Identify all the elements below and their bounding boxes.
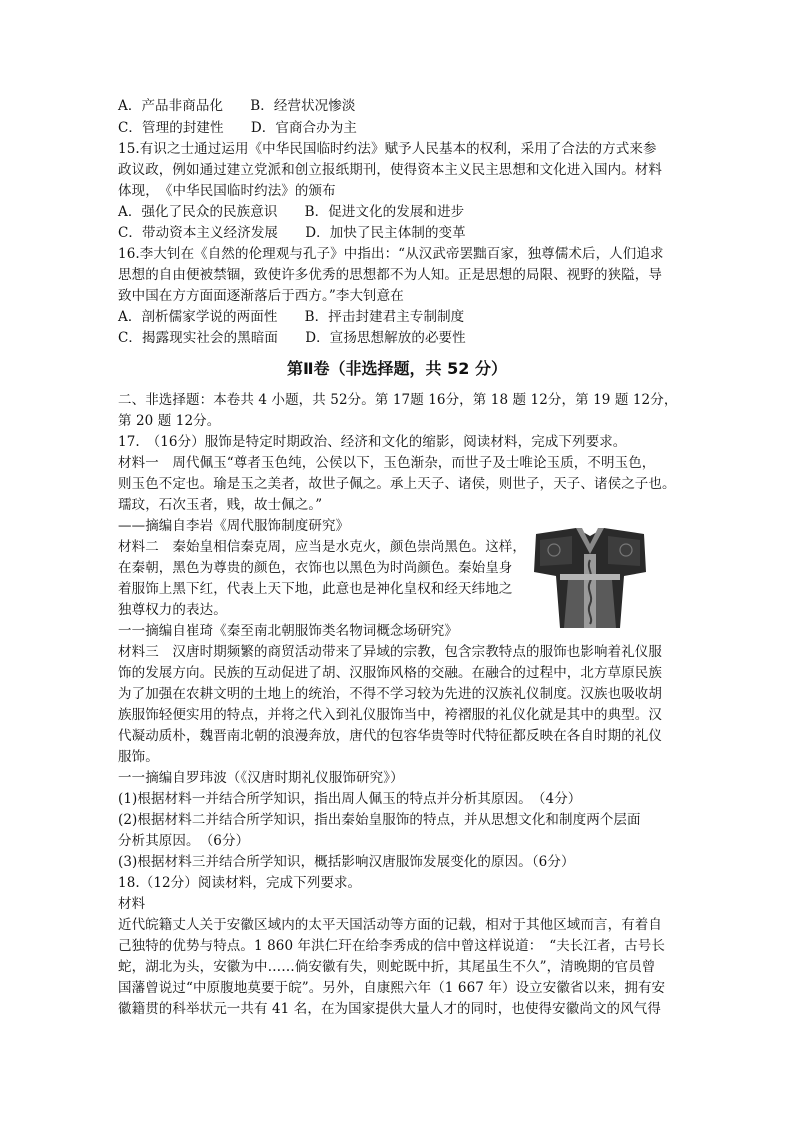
material-two: 着服饰上黑下红，代表上天下地，此意也是神化皇权和经天纬地之 xyxy=(118,581,513,597)
material-two: 在秦朝，黑色为尊贵的颜色，衣饰也以黑色为时尚颜色。秦始皇身 xyxy=(118,560,513,576)
question-15: 15.有识之士通过运用《中华民国临时约法》赋予人民基本的权利，采用了合法的方式来参 xyxy=(118,141,657,157)
sub-question: (3)根据材料三并结合所学知识，概括影响汉唐服饰发展变化的原因。（6分） xyxy=(118,854,575,870)
option-line: A．产品非商品化 B．经营状况惨淡 xyxy=(118,98,356,114)
material-three: 饰的发展方向。民族的互动促进了胡、汉服饰风格的交融。在融合的过程中，北方草原民族 xyxy=(118,665,662,681)
question-text: 致中国在方方面面逐渐落后于西方。”李大钊意在 xyxy=(118,288,404,304)
option-line: C．揭露现实社会的黑暗面 D．宣扬思想解放的必要性 xyxy=(118,330,466,346)
option-line: A．剖析儒家学说的两面性 B．抨击封建君主专制制度 xyxy=(118,309,465,325)
material-one: 则玉色不定也。瑜是玉之美者，故世子佩之。承上天子、诸侯，则世子，天子、诸侯之子也。 xyxy=(118,476,676,492)
source-citation: 一一摘编自崔琦《秦至南北朝服饰类名物词概念场研究》 xyxy=(118,623,458,639)
material-two: 材料二 秦始皇相信秦克周，应当是水克火，颜色崇尚黑色。这样， xyxy=(118,539,526,555)
section-instructions: 第 20 题 12分。 xyxy=(118,413,221,429)
question-17: 17. （16分）服饰是特定时期政治、经济和文化的缩影，阅读材料，完成下列要求。 xyxy=(118,434,627,450)
material-text: 己独特的优势与特点。1 860 年洪仁玕在给李秀成的信中曾这样说道： “夫长江者，古号长 xyxy=(118,938,665,954)
source-citation: 一一摘编自罗玮波（《汉唐时期礼仪服饰研究》） xyxy=(118,770,404,786)
option-line: C．带动资本主义经济发展 D．加快了民主体制的变革 xyxy=(118,225,466,241)
section-title: 第Ⅱ卷（非选择题，共 52 分） xyxy=(287,359,507,378)
material-text: 国藩曾说过“中原腹地莫要于皖”。另外，自康熙六年（1 667 年）设立安徽省以来，拥有安 xyxy=(118,980,666,996)
sub-question: 分析其原因。 （6分） xyxy=(118,833,250,849)
material-three: 为了加强在农耕文明的土地上的统治，不得不学习较为先进的汉族礼仪制度。汉族也吸收胡 xyxy=(118,686,662,702)
material-one: 瓀玟，石次玉者，贱，故士佩之。” xyxy=(118,497,323,513)
question-text: 政议政，例如通过建立党派和创立报纸期刊，使得资本主义民主思想和文化进入国内。材料 xyxy=(118,162,662,178)
material-text: 近代皖籍丈人关于安徽区域内的太平天国活动等方面的记载，相对于其他区域而言，有着自 xyxy=(118,917,662,933)
material-three: 族服饰轻便实用的特点，并将之代入到礼仪服饰当中，袴褶服的礼仪化就是其中的典型。汉 xyxy=(118,707,662,723)
question-text: 体现， 《中华民国临时约法》的颁布 xyxy=(118,183,336,199)
material-text: 蛇，湖北为头，安徽为中……倘安徽有失，则蛇既中折，其尾虽生不久”，清晚期的官员曾 xyxy=(118,959,656,975)
question-18: 18.（12分）阅读材料，完成下列要求。 xyxy=(118,875,362,891)
section-instructions: 二、非选择题：本卷共 4 小题，共 52分。第 17题 16分，第 18 题 12分，第 19 题 12分， xyxy=(118,392,678,408)
sub-question: (2)根据材料二并结合所学知识，指出秦始皇服饰的特点，并从思想文化和制度两个层面 xyxy=(118,812,641,828)
material-one: 材料一 周代佩玉“尊者玉色纯，公侯以下，玉色渐杂，而世子及士唯论玉质，不明玉色， xyxy=(118,455,656,471)
question-text: 思想的自由便被禁锢，致使许多优秀的思想都不为人知。正是思想的局限、视野的狭隘，导 xyxy=(118,267,662,283)
option-line: C．管理的封建性 D．官商合办为主 xyxy=(118,120,357,136)
qin-emperor-robe-image xyxy=(532,524,648,630)
material-three: 服饰。 xyxy=(118,749,159,765)
option-line: A．强化了民众的民族意识 B．促进文化的发展和进步 xyxy=(118,204,465,220)
material-three: 材料三 汉唐时期频繁的商贸活动带来了异域的宗教，包含宗教特点的服饰也影响着礼仪服 xyxy=(118,644,662,660)
material-two: 独尊权力的表达。 xyxy=(118,602,227,618)
material-three: 代凝动质朴，魏晋南北朝的浪漫奔放，唐代的包容华贵等时代特征都反映在各自时期的礼仪 xyxy=(118,728,662,744)
question-16: 16.李大钊在《自然的伦理观与孔子》中指出：“从汉武帝罢黜百家，独尊儒术后，人们追求 xyxy=(118,246,664,262)
sub-question: (1)根据材料一并结合所学知识，指出周人佩玉的特点并分析其原因。 （4分） xyxy=(118,791,582,807)
material-label: 材料 xyxy=(118,896,146,912)
material-text: 徽籍贯的科举状元一共有 41 名，在为国家提供大量人才的同时，也使得安徽尚文的风气得 xyxy=(118,1001,661,1017)
source-citation: ——摘编自李岩《周代服饰制度研究》 xyxy=(118,518,350,534)
